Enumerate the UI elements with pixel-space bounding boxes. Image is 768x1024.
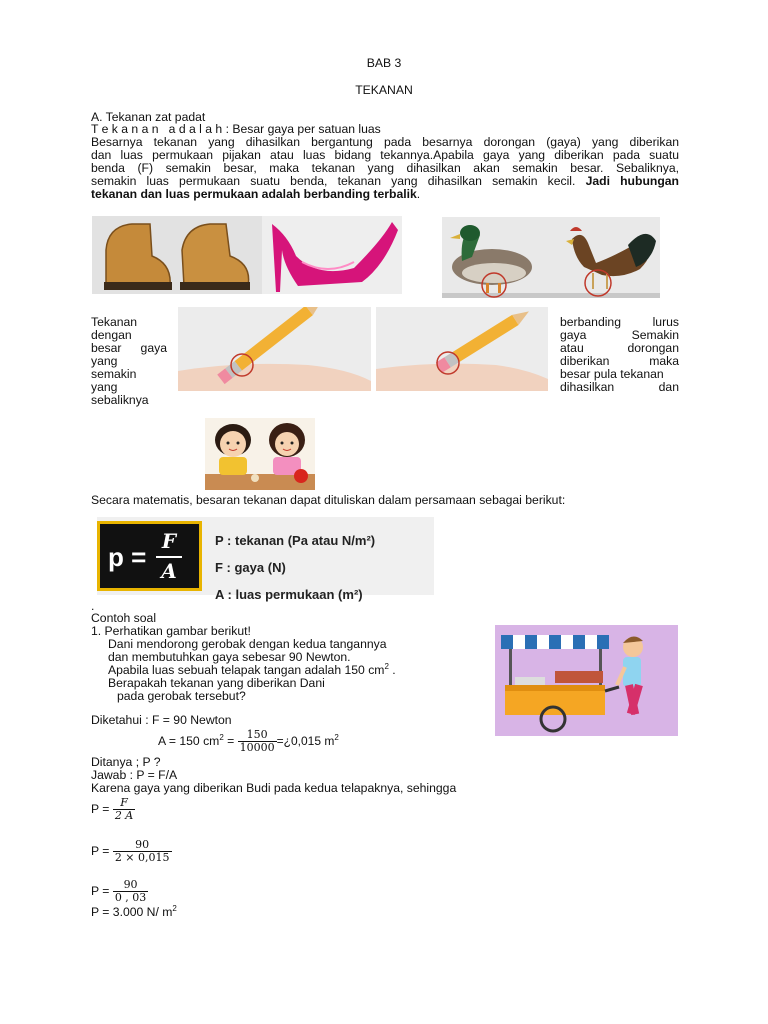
step-fraction [113, 839, 172, 864]
paragraph-intro [91, 136, 679, 201]
step-fraction [113, 797, 135, 822]
known-line: Diketahui : F = 90 Newton [91, 713, 232, 727]
example-heading: Contoh soal [91, 611, 157, 625]
formula-bar [156, 556, 182, 558]
math-intro: Secara matematis, besaran tekanan dapat dituliskan dalam persamaan sebagai berikut: [91, 493, 566, 507]
step-2 [91, 836, 172, 866]
duck-and-rooster-image [442, 217, 660, 298]
chapter-label: BAB 3 [366, 56, 402, 70]
formula-legend [215, 527, 375, 608]
asked-line: Ditanya ; P ? [91, 755, 161, 769]
question-line: Dani mendorong gerobak dengan kedua tangannya [108, 637, 387, 651]
side-text-line: besar pula tekanan [560, 367, 664, 381]
side-text-line: yang [91, 354, 118, 368]
pencil-tip-end-image [376, 307, 548, 391]
formula-panel [97, 517, 434, 602]
definition-text: : Besar gaya per satuan luas [222, 122, 381, 136]
result-text: P = 3.000 N/ m [91, 905, 173, 919]
boots-and-heels-image [92, 216, 402, 294]
side-word: diberikan [560, 354, 610, 368]
fraction-numerator: 150 [246, 728, 268, 742]
step-label: P = [91, 884, 113, 898]
paragraph-bold: tekanan dan luas permukaan adalah berbanding terbalik [91, 187, 417, 201]
side-text-right [560, 316, 679, 394]
step-3 [91, 876, 148, 906]
step-label: P = [91, 844, 113, 858]
fraction-denominator: 10000 [239, 741, 275, 755]
fraction-numerator: 90 [135, 838, 150, 852]
fraction-denominator: 2 A [114, 809, 134, 823]
formula-legend-line: A : luas permukaan (m²) [215, 587, 363, 602]
side-text-line [560, 381, 679, 394]
side-word: maka [649, 354, 679, 368]
question-text-part: Apabila luas sebuah telapak tangan adalah 150 cm [108, 663, 385, 677]
question-line: 1. Perhatikan gambar berikut! [91, 624, 251, 638]
side-text-line: besar gaya [91, 341, 167, 355]
side-text-line: yang [91, 380, 118, 394]
side-word: dihasilkan [560, 380, 615, 394]
area-line [158, 728, 339, 754]
because-line: Karena gaya yang diberikan Budi pada kedua telapaknya, sehingga [91, 781, 457, 795]
superscript: 2 [219, 732, 224, 742]
pencil-eraser-end-image [178, 307, 371, 391]
stray-dot: . [91, 599, 95, 613]
side-word: atau [560, 341, 584, 355]
area-result: =¿0,015 m [276, 734, 335, 748]
children-illustration [205, 418, 315, 490]
paragraph-end: . [416, 187, 421, 201]
side-text-line: semakin [91, 367, 137, 381]
fraction-numerator: F [120, 796, 128, 810]
side-text-line: Tekanan [91, 315, 138, 329]
area-text: = [223, 734, 238, 748]
fraction-denominator: 2 × 0,015 [114, 851, 170, 865]
question-text [91, 625, 396, 703]
fraction-denominator: 0 , 03 [114, 891, 147, 905]
side-text-left [91, 316, 167, 407]
side-word: gaya [560, 328, 587, 342]
answer-line: Jawab : P = F/A [91, 768, 178, 782]
formula-legend-line: P : tekanan (Pa atau N/m²) [215, 533, 376, 548]
formula-f: F [161, 529, 177, 553]
paragraph-line: dan luas permukaan pijakan atau luas bidang tekannya.Apabila gaya yang diberikan pada suatu [91, 148, 679, 162]
step-1 [91, 794, 135, 824]
side-word: dan [658, 380, 679, 394]
paragraph-bold: Jadi hubungan [585, 174, 680, 188]
area-text: A = 150 cm [158, 734, 220, 748]
fraction-numerator: 90 [123, 878, 138, 892]
question-line: Berapakah tekanan yang diberikan Dani [108, 676, 325, 690]
paragraph-line: benda (F) semakin besar, maka tekanan yang dihasilkan akan semakin besar. Sebaliknya, [91, 161, 679, 175]
step-fraction [113, 879, 149, 904]
side-word: berbanding [560, 315, 621, 329]
side-word: Semakin [631, 328, 679, 342]
formula-legend-line: F : gaya (N) [215, 560, 286, 575]
formula-box [97, 521, 202, 591]
side-text-line: dengan [91, 328, 132, 342]
superscript: 2 [172, 903, 177, 913]
formula-p: p = [108, 542, 147, 572]
formula-a: A [161, 559, 177, 583]
section-heading: A. Tekanan zat padat [91, 110, 206, 124]
side-word: dorongan [627, 341, 679, 355]
side-text-line: sebaliknya [91, 393, 149, 407]
cart-pushing-image [495, 625, 678, 736]
superscript: 2 [384, 661, 389, 671]
paragraph-line: Besarnya tekanan yang dihasilkan bergantung pada besarnya dorongan (gaya) yang diberikan [91, 135, 679, 149]
step-label: P = [91, 802, 113, 816]
paragraph-text: semakin luas permukaan suatu benda, tekanan yang dihasilkan semakin kecil. [91, 174, 586, 188]
superscript: 2 [334, 732, 339, 742]
side-word: lurus [652, 315, 679, 329]
question-line: dan membutuhkan gaya sebesar 90 Newton. [108, 650, 351, 664]
definition-term: T e k a n a n a d a l a h [91, 122, 223, 136]
question-text-part: . [388, 663, 396, 677]
area-fraction [238, 729, 277, 754]
result-line [91, 903, 177, 919]
paragraph-line [91, 188, 679, 201]
question-line: pada gerobak tersebut? [117, 689, 246, 703]
page-title: TEKANAN [355, 83, 413, 97]
